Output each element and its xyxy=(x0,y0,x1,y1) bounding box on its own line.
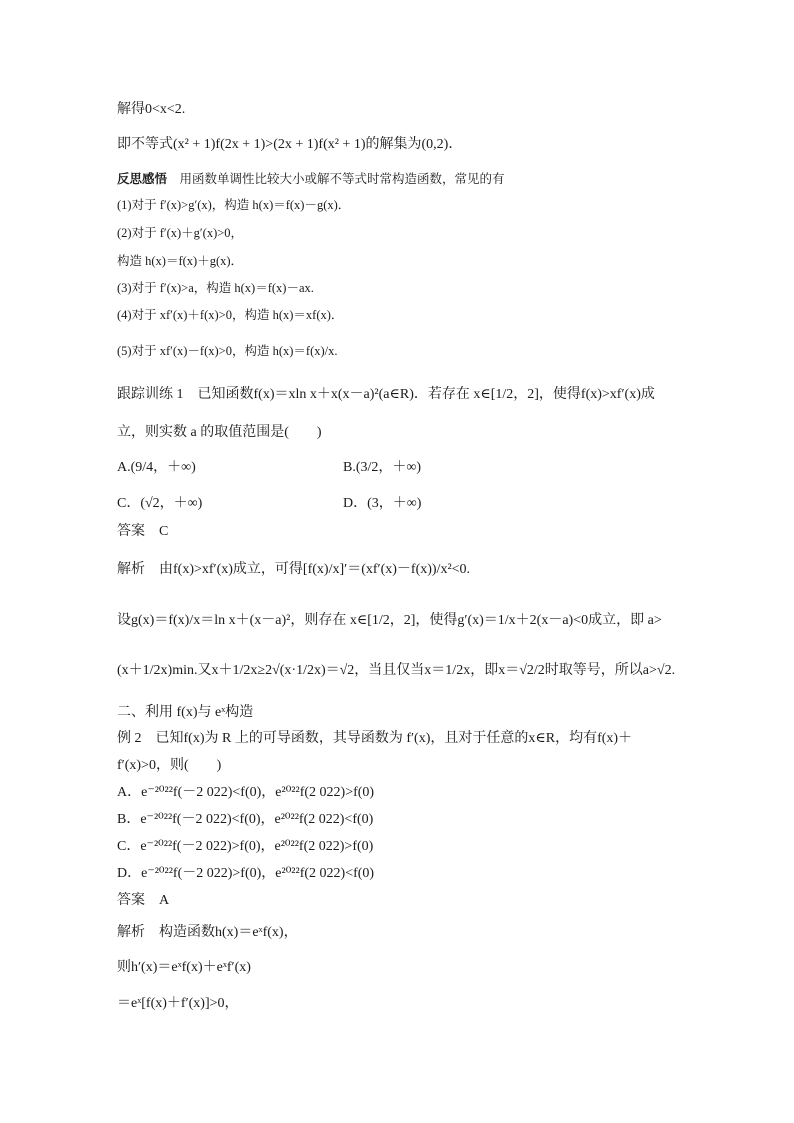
option-d: D．(3，＋∞) xyxy=(343,496,422,511)
text-line: 即不等式(x² + 1)f(2x + 1)>(2x + 1)f(x² + 1)的解集为(0,2)． xyxy=(117,137,463,152)
reflection-tag: 反思感悟 xyxy=(117,172,168,186)
text-line: f′(x)>0，则( ) xyxy=(117,758,222,773)
text-line: (5)对于 xf′(x)－f(x)>0，构造 h(x)＝f(x)/x. xyxy=(117,344,338,358)
reflection-heading xyxy=(117,170,505,188)
explanation-line: 设g(x)＝f(x)/x＝ln x＋(x－a)²，则存在 x∈[1/2，2]，使得g′(x)＝1/x＋2(x－a)<0成立，即 a> xyxy=(117,613,662,628)
explanation-line: 解析 由f(x)>xf′(x)成立，可得[f(x)/x]′＝(xf′(x)－f(x))/x²<0. xyxy=(117,562,471,577)
text-line: 立，则实数 a 的取值范围是( ) xyxy=(117,425,322,440)
text-line: (2)对于 f′(x)＋g′(x)>0， xyxy=(117,226,244,240)
choice-b: B．e⁻²⁰²²f(－2 022)<f(0)，e²⁰²²f(2 022)<f(0) xyxy=(117,812,374,827)
explanation-line: (x＋1/2x)min.又x＋1/2x≥2√(x·1/2x)＝√2，当且仅当x＝1/2x，即x＝√2/2时取等号，所以a>√2. xyxy=(117,663,676,678)
reflection-body: 用函数单调性比较大小或解不等式时常构造函数，常见的有 xyxy=(179,172,505,186)
explanation-line: 解析 构造函数h(x)＝eˣf(x)， xyxy=(117,925,298,940)
exercise-title: 跟踪训练 1 已知函数f(x)＝xln x＋x(x－a)²(a∈R)．若存在 x∈[1/2，2]，使得f(x)>xf′(x)成 xyxy=(117,387,655,402)
example-title: 例 2 已知f(x)为 R 上的可导函数，其导函数为 f′(x)，且对于任意的x∈R，均有f(x)＋ xyxy=(117,731,633,746)
section-title: 二、利用 f(x)与 eˣ构造 xyxy=(117,705,254,720)
explanation-line: 则h′(x)＝eˣf(x)＋eˣf′(x) xyxy=(117,960,251,975)
option-b: B.(3/2，＋∞) xyxy=(343,460,422,475)
option-a: A.(9/4，＋∞) xyxy=(117,460,196,475)
text-line: (4)对于 xf′(x)＋f(x)>0，构造 h(x)＝xf(x)． xyxy=(117,308,344,322)
answer-line: 答案 A xyxy=(117,893,170,908)
text-line: (3)对于 f′(x)>a，构造 h(x)＝f(x)－ax. xyxy=(117,281,314,295)
text-line: 解得0<x<2. xyxy=(117,102,186,117)
option-c: C．(√2，＋∞) xyxy=(117,496,203,511)
text-line: 构造 h(x)＝f(x)＋g(x)． xyxy=(117,254,244,268)
choice-a: A．e⁻²⁰²²f(－2 022)<f(0)，e²⁰²²f(2 022)>f(0) xyxy=(117,785,375,800)
choice-d: D．e⁻²⁰²²f(－2 022)>f(0)，e²⁰²²f(2 022)<f(0) xyxy=(117,866,375,881)
choice-c: C．e⁻²⁰²²f(－2 022)>f(0)，e²⁰²²f(2 022)>f(0) xyxy=(117,839,374,854)
explanation-line: ＝eˣ[f(x)＋f′(x)]>0， xyxy=(117,996,239,1011)
text-line: (1)对于 f′(x)>g′(x)，构造 h(x)＝f(x)－g(x)． xyxy=(117,198,351,212)
answer-line: 答案 C xyxy=(117,524,169,539)
